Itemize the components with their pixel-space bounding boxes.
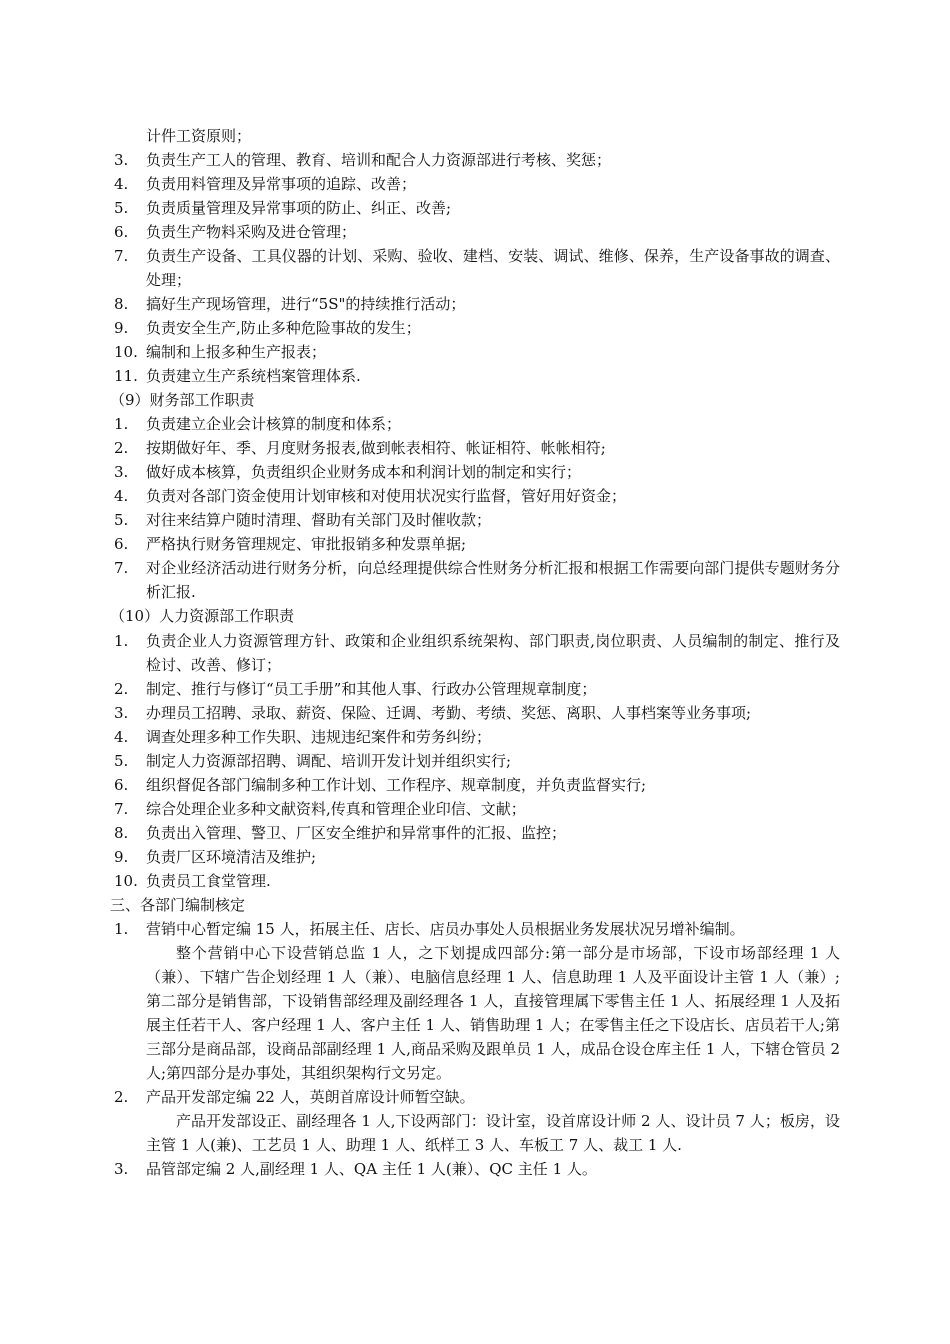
paragraph: 整个营销中心下设营销总监 1 人，之下划提成四部分:第一部分是市场部，下设市场部经理 1 人（兼）、下辖广告企划经理 1 人（兼）、电脑信息经理 1 人、信息助理 1 人及平面设计主管 1 人（兼）;第二部分是销售部，下设销售部经理及副经理各 1 人，直接管理属下零售主任 1 人、拓展经理 1 人及拓展主任若干人、客户经理 1 人、客户主任 1 人、销售助理 1 人；在零售主任之下设店长、店员若干人;第三部分是商品部，设商品部副经理 1 人,商品采购及跟单员 1 人，成品仓设仓库主任 1 人，下辖仓管员 2 人;第四部分是办事处，其组织架构行文另定。 bbox=[146, 943, 840, 1082]
list-item: 2. 制定、推行与修订“员工手册”和其他人事、行政办公管理规章制度； bbox=[114, 679, 597, 698]
continuation-line: 计件工资原则； bbox=[146, 127, 252, 145]
list-item: 7. 对企业经济活动进行财务分析，向总经理提供综合性财务分析汇报和根据工作需要向部门提供专题财务分析汇报. bbox=[114, 559, 840, 602]
paragraph: 产品开发部设正、副经理各 1 人,下设两部门：设计室，设首席设计师 2 人、设计员 7 人；板房，设主管 1 人(兼)、工艺员 1 人、助理 1 人、纸样工 3 人、车板工 7 人、裁工 1 人. bbox=[146, 1111, 840, 1154]
list-item: 5. 制定人力资源部招聘、调配、培训开发计划并组织实行; bbox=[114, 751, 512, 770]
list-item: 4. 负责对各部门资金使用计划审核和对使用状况实行监督，管好用好资金； bbox=[114, 487, 627, 506]
finance-section-heading: （9）财务部工作职责 bbox=[110, 391, 255, 410]
document-body bbox=[108, 124, 840, 1181]
list-item: 10. 编制和上报多种生产报表； bbox=[114, 343, 327, 362]
list-item: 6. 负责生产物料采购及进仓管理； bbox=[114, 223, 357, 242]
list-item: 5. 负责质量管理及异常事项的防止、纠正、改善; bbox=[114, 199, 452, 218]
hr-section-heading: （10）人力资源部工作职责 bbox=[110, 607, 295, 626]
list-item: 9. 负责厂区环境清洁及维护; bbox=[114, 847, 317, 866]
list-item: 3. 做好成本核算，负责组织企业财务成本和利润计划的制定和实行； bbox=[114, 463, 582, 482]
list-item: 9. 负责安全生产,防止多种危险事故的发生； bbox=[114, 319, 421, 338]
list-item: 4. 调查处理多种工作失职、违规违纪案件和劳务纠纷； bbox=[114, 727, 492, 746]
finance-duties-list bbox=[108, 412, 840, 604]
list-item: 3. 品管部定编 2 人,副经理 1 人、QA 主任 1 人(兼）、QC 主任 1 人。 bbox=[114, 1159, 597, 1178]
list-item: 4. 负责用料管理及异常事项的追踪、改善； bbox=[114, 175, 417, 194]
list-item: 2. 产品开发部定编 22 人，英朗首席设计师暂空缺。 bbox=[114, 1087, 475, 1106]
list-item: 10. 负责员工食堂管理. bbox=[114, 871, 271, 890]
list-item: 1. 负责企业人力资源管理方针、政策和企业组织系统架构、部门职责,岗位职责、人员编制的制定、推行及检讨、改善、修订； bbox=[114, 631, 840, 674]
list-item: 1. 负责建立企业会计核算的制度和体系； bbox=[114, 415, 402, 434]
list-item: 7. 负责生产设备、工具仪器的计划、采购、验收、建档、安装、调试、维修、保养，生产设备事故的调查、处理； bbox=[114, 247, 840, 290]
staffing-list bbox=[108, 917, 840, 1181]
list-item: 11. 负责建立生产系统档案管理体系. bbox=[114, 367, 361, 386]
list-item: 7. 综合处理企业多种文献资料,传真和管理企业印信、文献； bbox=[114, 799, 526, 818]
staffing-section-heading: 三、各部门编制核定 bbox=[110, 895, 246, 914]
list-item: 8. 负责出入管理、警卫、厂区安全维护和异常事件的汇报、监控； bbox=[114, 823, 567, 842]
list-item: 8. 搞好生产现场管理，进行“5S"的持续推行活动； bbox=[114, 295, 466, 314]
hr-duties-list bbox=[108, 629, 840, 893]
list-item: 5. 对往来结算户随时清理、督助有关部门及时催收款； bbox=[114, 511, 492, 530]
list-item: 3. 负责生产工人的管理、教育、培训和配合人力资源部进行考核、奖惩； bbox=[114, 151, 612, 170]
production-duties-list bbox=[108, 148, 840, 388]
list-item: 6. 严格执行财务管理规定、审批报销多种发票单据; bbox=[114, 535, 467, 554]
list-item: 3. 办理员工招聘、录取、薪资、保险、迁调、考勤、考绩、奖惩、离职、人事档案等业务事项; bbox=[114, 703, 752, 722]
list-item: 6. 组织督促各部门编制多种工作计划、工作程序、规章制度，并负责监督实行; bbox=[114, 775, 647, 794]
list-item: 1. 营销中心暂定编 15 人，拓展主任、店长、店员办事处人员根据业务发展状况另增补编制。 bbox=[114, 919, 745, 938]
list-item: 2. 按期做好年、季、月度财务报表,做到帐表相符、帐证相符、帐帐相符; bbox=[114, 439, 606, 458]
